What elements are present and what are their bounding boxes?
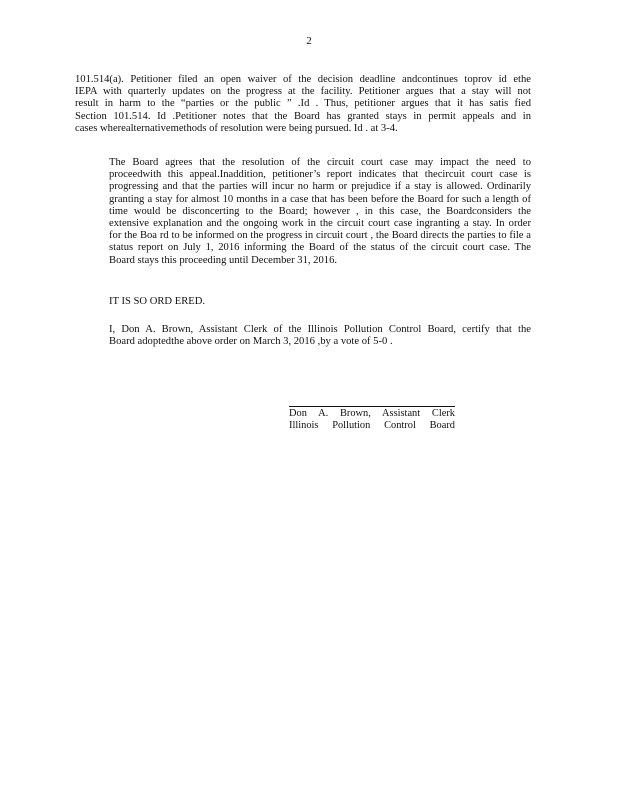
signature-name: Don A. Brown, Assistant Clerk	[289, 408, 455, 419]
text-line: I, Don A. Brown, Assistant Clerk of the Illinois Pollution Control Board, certify that the	[109, 324, 531, 335]
text-line: The Board agrees that the resolution of the circuit court case may impact the need to	[109, 157, 531, 168]
text-line: IT IS SO ORD ERED.	[109, 296, 206, 307]
signature-title: Illinois Pollution Control Board	[289, 420, 455, 432]
paragraph-certification	[75, 324, 531, 348]
text-line: proceedwith this appeal.Inaddition, petitioner’s report indicates that thecircuit court case is	[109, 169, 531, 181]
text-line: result in harm to the “parties or the public ” .Id . Thus, petitioner argues that it has satis fied	[75, 98, 531, 110]
signature-block	[289, 406, 455, 432]
text-line: status report on July 1, 2016 informing the Board of the status of the circuit court case. The	[109, 242, 531, 254]
text-line: Board stays this proceeding until December 31, 2016.	[109, 254, 338, 266]
text-line: time would be disconcerting to the Board; however , in this case, the Boardconsiders the	[109, 205, 531, 217]
text-line: for the Boa rd to be informed on the progress in circuit court , the Board directs the parties to file a	[109, 230, 531, 242]
paragraph-petitioner-waiver	[75, 74, 531, 135]
text-line: Board adoptedthe above order on March 3, 2016 ,by a vote of 5-0 .	[109, 336, 393, 348]
text-line: 101.514(a). Petitioner filed an open waiver of the decision deadline andcontinues toprov id ethe	[75, 74, 531, 85]
text-line: progressing and that the parties will incur no harm or prejudice if a stay is allowed. Ordinarily	[109, 181, 531, 193]
page-number: 2	[306, 35, 312, 47]
text-line: IEPA with quarterly updates on the progress at the facility. Petitioner argues that a stay will not	[75, 86, 531, 98]
text-line: extensive explanation and the ongoing work in the circuit court case ingranting a stay. In order	[109, 218, 531, 230]
text-line: granting a stay for almost 10 months in a case that has been before the Board for such a length of	[109, 193, 531, 205]
paragraph-board-agrees	[75, 157, 531, 267]
text-line: cases wherealternativemethods of resolution were being pursued. Id . at 3-4.	[75, 122, 398, 134]
paragraph-so-ordered	[109, 296, 309, 308]
text-line: Section 101.514. Id .Petitioner notes that the Board has granted stays in permit appeals and in	[75, 110, 531, 122]
